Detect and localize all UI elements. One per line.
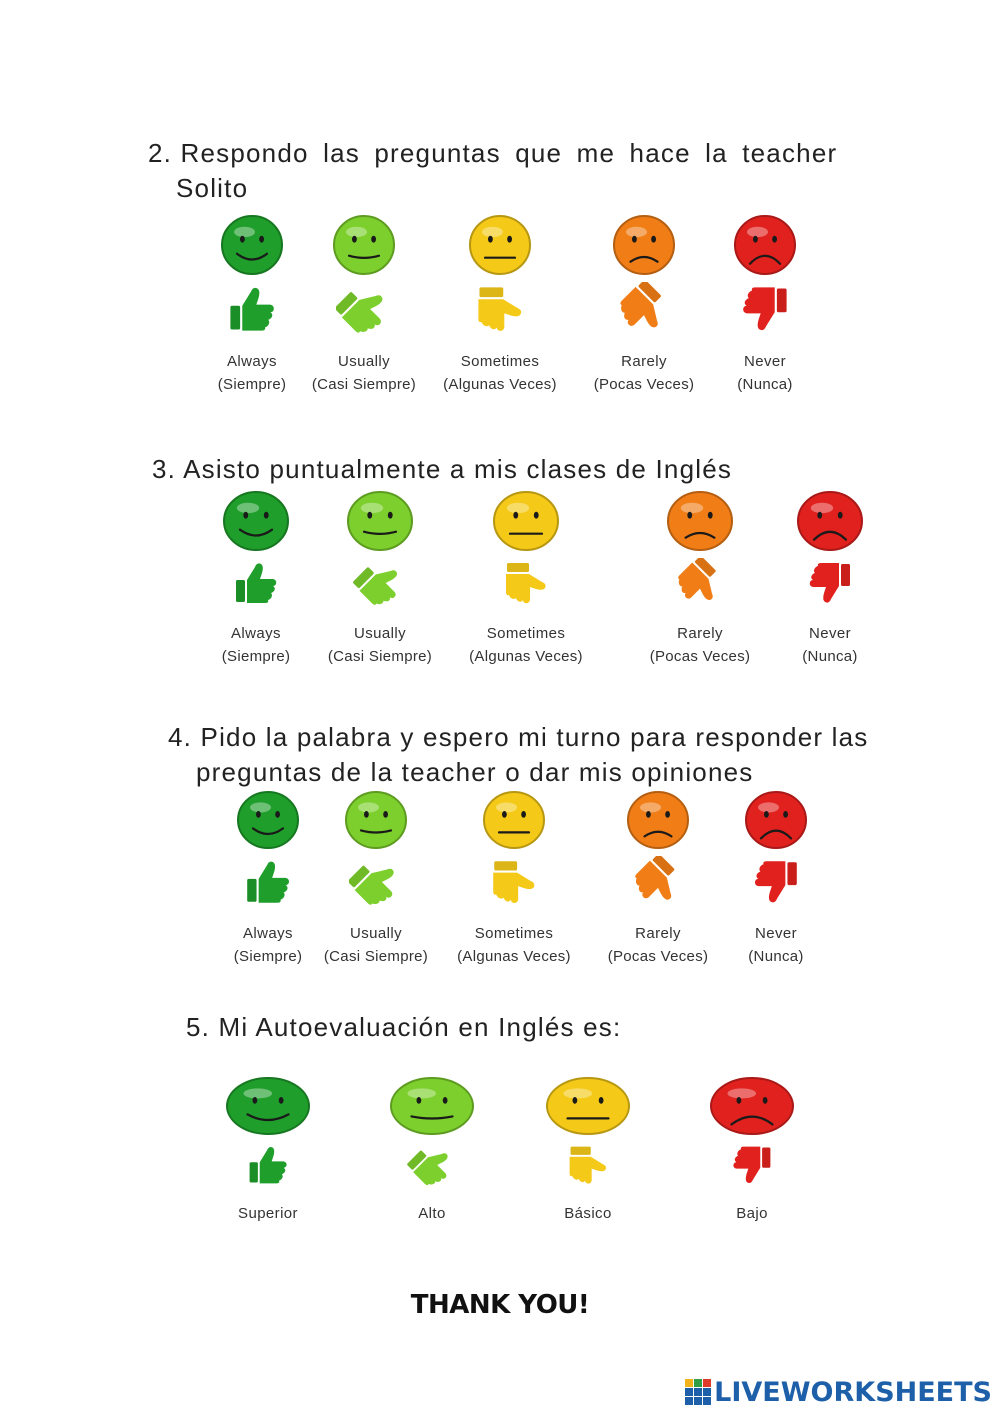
option-label: Sometimes bbox=[460, 353, 540, 370]
option-label: Always bbox=[231, 625, 281, 642]
question-5-title: 5. Mi Autoevaluación en Inglés es: bbox=[186, 1012, 622, 1042]
happy-face-icon bbox=[222, 490, 290, 552]
happy-face-icon bbox=[236, 790, 300, 850]
thumbs-down-icon bbox=[802, 558, 858, 608]
option-label-es: (Casi Siempre) bbox=[323, 948, 429, 965]
option-label-es: (Nunca) bbox=[748, 948, 804, 965]
option-label: Always bbox=[227, 353, 277, 370]
option-label: Alto bbox=[418, 1205, 446, 1222]
option-label: Usually bbox=[354, 625, 406, 642]
option-basico[interactable] bbox=[518, 1076, 658, 1225]
frown-face-icon bbox=[626, 790, 690, 850]
sad-face-icon bbox=[733, 214, 797, 276]
option-label: Sometimes bbox=[474, 925, 554, 942]
smile-face-icon bbox=[344, 790, 408, 850]
frown-face-icon bbox=[666, 490, 734, 552]
option-label-es: (Algunas Veces) bbox=[443, 376, 557, 393]
option-never[interactable] bbox=[706, 790, 846, 968]
option-label: Usually bbox=[338, 353, 390, 370]
option-label: Superior bbox=[238, 1205, 298, 1222]
option-label-es: (Algunas Veces) bbox=[457, 948, 571, 965]
option-label: Never bbox=[754, 925, 797, 942]
option-usually[interactable] bbox=[310, 490, 450, 668]
option-usually[interactable] bbox=[294, 214, 434, 396]
happy-face-icon bbox=[225, 1076, 311, 1136]
neutral-face-icon bbox=[492, 490, 560, 552]
option-alto[interactable] bbox=[362, 1076, 502, 1225]
option-label-es: (Siempre) bbox=[217, 376, 287, 393]
neutral-face-icon bbox=[468, 214, 532, 276]
thumbs-sideways-icon bbox=[487, 856, 541, 908]
option-label-es: (Nunca) bbox=[737, 376, 793, 393]
thumbs-angled-down-icon bbox=[616, 282, 672, 336]
question-2-title: 2. Respondo las preguntas que me hace la teacher Solito bbox=[148, 138, 838, 203]
option-bajo[interactable] bbox=[682, 1076, 822, 1225]
option-label: Básico bbox=[564, 1205, 612, 1222]
thumbs-up-icon bbox=[241, 856, 295, 908]
happy-face-icon bbox=[220, 214, 284, 276]
thumbs-angled-up-icon bbox=[401, 1142, 463, 1188]
option-always[interactable] bbox=[186, 490, 326, 668]
thumbs-down-icon bbox=[721, 1142, 783, 1188]
option-label: Always bbox=[243, 925, 293, 942]
thumbs-sideways-icon bbox=[472, 282, 528, 336]
sad-face-icon bbox=[709, 1076, 795, 1136]
thumbs-up-icon bbox=[237, 1142, 299, 1188]
option-label: Usually bbox=[350, 925, 402, 942]
option-rarely[interactable] bbox=[574, 214, 714, 396]
option-label-es: (Siempre) bbox=[221, 648, 291, 665]
option-label: Never bbox=[808, 625, 851, 642]
smile-face-icon bbox=[332, 214, 396, 276]
smile-face-icon bbox=[389, 1076, 475, 1136]
option-sometimes[interactable] bbox=[456, 490, 596, 668]
option-superior[interactable] bbox=[198, 1076, 338, 1225]
option-usually[interactable] bbox=[306, 790, 446, 968]
thumbs-angled-up-icon bbox=[352, 558, 408, 608]
sad-face-icon bbox=[744, 790, 808, 850]
thumbs-down-icon bbox=[749, 856, 803, 908]
option-sometimes[interactable] bbox=[430, 214, 570, 396]
neutral-face-icon bbox=[545, 1076, 631, 1136]
option-label-es: (Siempre) bbox=[233, 948, 303, 965]
option-sometimes[interactable] bbox=[444, 790, 584, 968]
thumbs-sideways-icon bbox=[557, 1142, 619, 1188]
smile-face-icon bbox=[346, 490, 414, 552]
option-label-es: (Pocas Veces) bbox=[593, 376, 695, 393]
option-label: Sometimes bbox=[486, 625, 566, 642]
option-label: Bajo bbox=[736, 1205, 768, 1222]
option-rarely[interactable] bbox=[630, 490, 770, 668]
liveworksheets-logo[interactable] bbox=[685, 1376, 992, 1408]
thank-you-text: THANK YOU! bbox=[410, 1290, 590, 1320]
option-never[interactable] bbox=[760, 490, 900, 668]
thumbs-angled-down-icon bbox=[631, 856, 685, 908]
option-label-es: (Algunas Veces) bbox=[469, 648, 583, 665]
brand-name: LIVEWORKSHEETS bbox=[714, 1376, 992, 1408]
option-label: Rarely bbox=[621, 353, 667, 370]
thumbs-up-icon bbox=[224, 282, 280, 336]
neutral-face-icon bbox=[482, 790, 546, 850]
question-3-title: 3. Asisto puntualmente a mis clases de Inglés bbox=[152, 454, 733, 484]
option-label: Rarely bbox=[677, 625, 723, 642]
option-label-es: (Nunca) bbox=[802, 648, 858, 665]
thumbs-up-icon bbox=[228, 558, 284, 608]
option-label-es: (Casi Siempre) bbox=[327, 648, 433, 665]
option-never[interactable] bbox=[695, 214, 835, 396]
option-label: Never bbox=[743, 353, 786, 370]
thumbs-sideways-icon bbox=[498, 558, 554, 608]
option-label: Rarely bbox=[635, 925, 681, 942]
liveworksheets-logo-icon bbox=[685, 1379, 711, 1405]
option-label-es: (Pocas Veces) bbox=[607, 948, 709, 965]
thumbs-angled-up-icon bbox=[336, 282, 392, 336]
option-label-es: (Casi Siempre) bbox=[311, 376, 417, 393]
thumbs-angled-down-icon bbox=[672, 558, 728, 608]
sad-face-icon bbox=[796, 490, 864, 552]
frown-face-icon bbox=[612, 214, 676, 276]
option-label-es: (Pocas Veces) bbox=[649, 648, 751, 665]
thumbs-down-icon bbox=[737, 282, 793, 336]
thumbs-angled-up-icon bbox=[349, 856, 403, 908]
question-4-title: 4. Pido la palabra y espero mi turno para responder las preguntas de la teacher o dar mis opiniones bbox=[168, 722, 869, 787]
